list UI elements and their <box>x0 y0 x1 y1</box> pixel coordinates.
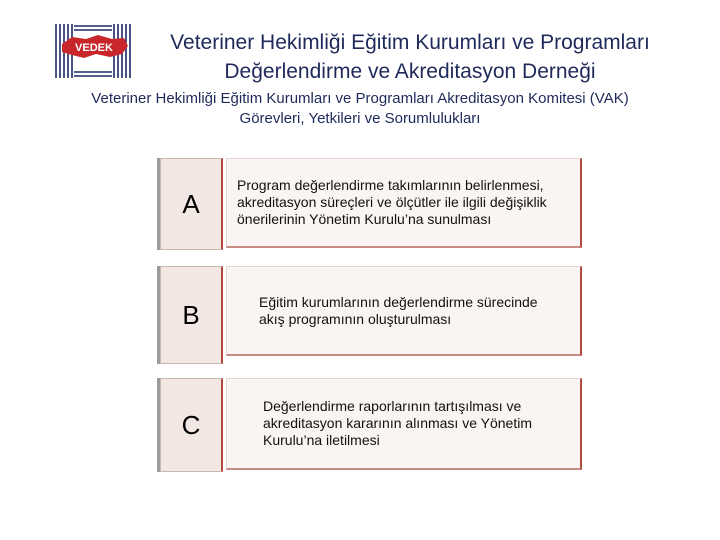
logo-text: VEDEK <box>75 42 113 54</box>
page-subtitle <box>20 89 700 129</box>
item-a-text: Program değerlendirme takımlarının belirlenmesi, akreditasyon süreçleri ve ölçütler ile ilgili değişiklik önerilerinin Yönetim Kurulu’na sunulması <box>237 177 547 227</box>
item-c-text: Değerlendirme raporlarının tartışılması ve akreditasyon kararının alınması ve Yönetim Kurulu’na iletilmesi <box>263 398 532 448</box>
item-b-letter: B <box>182 299 200 330</box>
item-a-letter-box <box>160 158 223 250</box>
subtitle-line-1: Veteriner Hekimliği Eğitim Kurumları ve Programları Akreditasyon Komitesi (VAK) <box>91 90 629 107</box>
vedek-logo <box>50 20 136 82</box>
title-line-2: Değerlendirme ve Akreditasyon Derneği <box>224 60 596 83</box>
item-b-text-box <box>226 266 582 356</box>
item-a-letter: A <box>182 188 200 219</box>
subtitle-line-2: Görevleri, Yetkileri ve Sorumlulukları <box>239 110 481 127</box>
item-c-text-box <box>226 378 582 470</box>
item-b-text: Eğitim kurumlarının değerlendirme sürecinde akış programının oluşturulması <box>259 293 538 327</box>
page-title <box>140 28 680 86</box>
item-b-letter-box <box>160 266 223 364</box>
item-c-letter: C <box>181 409 201 440</box>
item-a-text-box <box>226 158 582 248</box>
item-c-letter-box <box>160 378 223 472</box>
title-line-1: Veteriner Hekimliği Eğitim Kurumları ve Programları <box>170 31 650 54</box>
